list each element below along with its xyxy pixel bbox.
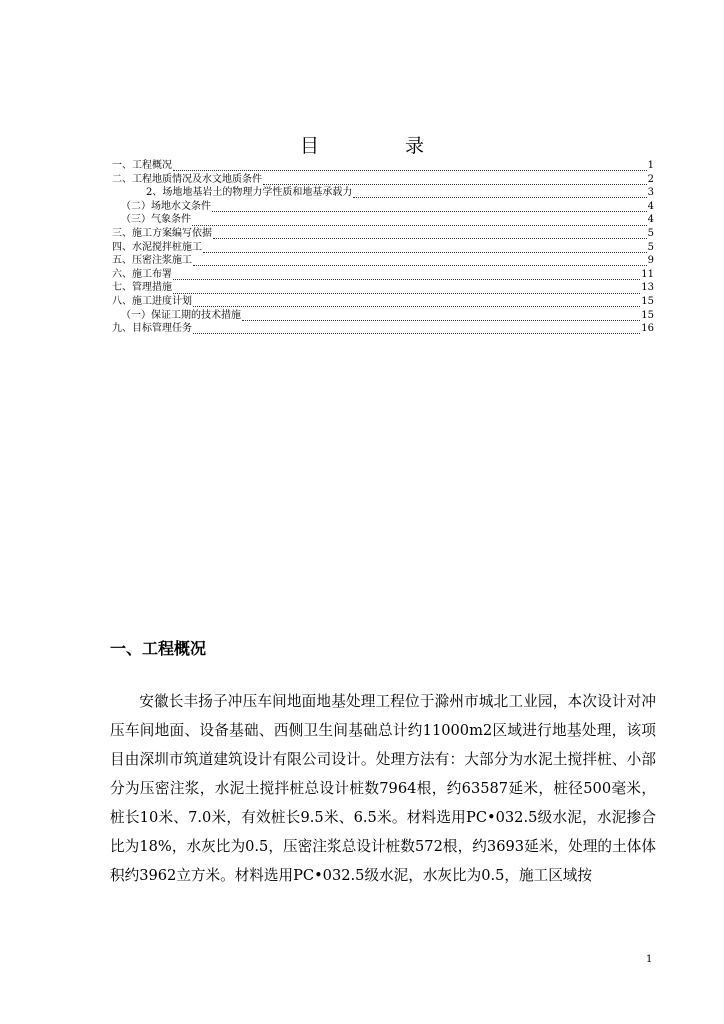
toc-entry-label: 二、工程地质情况及水文地质条件 <box>112 173 262 185</box>
toc-entry-page: 2 <box>647 173 654 185</box>
toc-entry[interactable] <box>112 254 654 268</box>
toc-entry[interactable] <box>112 200 654 214</box>
toc-entry-label: 五、压密注浆施工 <box>112 255 192 267</box>
toc-title: 目 录 <box>299 135 465 157</box>
toc-entry-page: 11 <box>641 268 654 280</box>
toc-leader-dots <box>212 203 647 212</box>
toc-entry[interactable] <box>112 309 654 323</box>
toc-entry-page: 13 <box>641 282 654 294</box>
toc-entry[interactable] <box>112 268 654 282</box>
toc-entry-label: （二）场地水文条件 <box>121 200 211 212</box>
toc-entry-label: 一、工程概况 <box>112 160 172 171</box>
table-of-contents <box>112 159 654 336</box>
toc-entry[interactable] <box>112 159 654 173</box>
toc-leader-dots <box>193 298 640 307</box>
toc-entry[interactable] <box>112 227 654 241</box>
toc-entry-page: 5 <box>647 241 654 253</box>
toc-entry-page: 4 <box>647 214 654 226</box>
toc-leader-dots <box>173 162 647 171</box>
toc-entry-label: 六、施工布署 <box>112 268 172 280</box>
toc-entry[interactable] <box>112 281 654 295</box>
toc-leader-dots <box>242 312 640 321</box>
toc-entry-label: 四、水泥搅拌桩施工 <box>112 241 202 253</box>
toc-entry-page: 9 <box>647 255 654 267</box>
toc-entry[interactable] <box>112 213 654 227</box>
toc-entry-label: 七、管理措施 <box>112 282 172 294</box>
toc-entry[interactable] <box>112 173 654 187</box>
toc-entry-label: （三）气象条件 <box>121 214 191 226</box>
toc-leader-dots <box>192 217 647 226</box>
toc-leader-dots <box>213 230 647 239</box>
toc-leader-dots <box>203 244 647 253</box>
toc-entry-label: 2、场地地基岩土的物理力学性质和地基承载力 <box>146 187 353 199</box>
toc-leader-dots <box>263 176 647 185</box>
toc-entry-page: 1 <box>647 160 654 171</box>
body-paragraph: 安徽长丰扬子冲压车间地面地基处理工程位于滁州市城北工业园，本次设计对冲压车间地面、设备基础、西侧卫生间基础总计约11000m2区域进行地基处理，该项目由深圳市筑道建筑设计有限公司设计。处理方法有：大部分为水泥土搅拌桩、小部分为压密注浆，水泥土搅拌桩总设计桩数7964根，约63587延米，桩径500毫米，桩长10米、7.0米，有效桩长9.5米、6.5米。材料选用PC•032.5级水泥，水泥掺合比为18%，水灰比为0.5，压密注浆总设计桩数572根，约3693延米，处理的土体体积约3962立方米。材料选用PC•032.5级水泥，水灰比为0.5，施工区域按 <box>110 692 656 884</box>
toc-leader-dots <box>173 285 640 294</box>
toc-entry[interactable] <box>112 295 654 309</box>
toc-entry-page: 15 <box>641 295 654 307</box>
page-number: 1 <box>646 954 653 965</box>
toc-entry-page: 4 <box>647 200 654 212</box>
toc-leader-dots <box>193 257 647 266</box>
toc-entry-page: 5 <box>647 227 654 239</box>
toc-leader-dots <box>173 271 640 280</box>
toc-entry[interactable] <box>112 241 654 255</box>
toc-entry[interactable] <box>112 186 654 200</box>
toc-entry-page: 15 <box>641 309 654 321</box>
toc-entry-page: 16 <box>641 323 654 335</box>
section-heading: 一、工程概况 <box>110 639 207 658</box>
toc-leader-dots <box>193 325 640 334</box>
toc-entry-label: 八、施工进度计划 <box>112 295 192 307</box>
toc-entry[interactable] <box>112 322 654 336</box>
toc-entry-label: 九、目标管理任务 <box>112 323 192 335</box>
toc-entry-label: 三、施工方案编写依据 <box>112 227 212 239</box>
toc-leader-dots <box>353 189 646 198</box>
toc-entry-label: （一）保证工期的技术措施 <box>121 309 241 321</box>
toc-entry-page: 3 <box>647 187 654 199</box>
